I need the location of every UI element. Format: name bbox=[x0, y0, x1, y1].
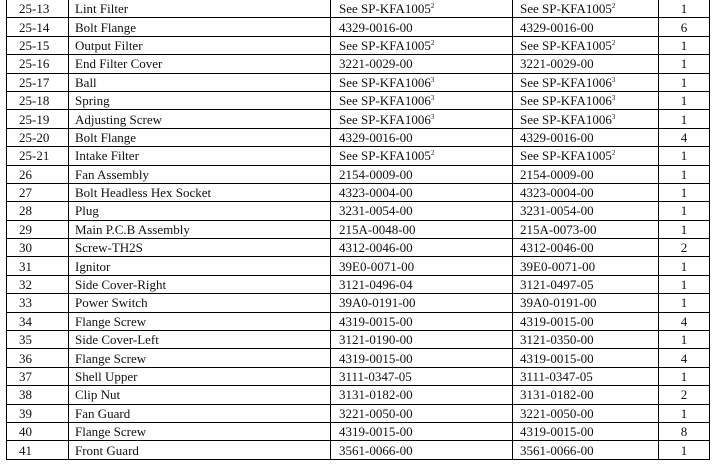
part-number-b-cell bbox=[513, 220, 659, 238]
part-number-a-cell bbox=[331, 128, 513, 146]
part-description-cell bbox=[69, 331, 331, 349]
table-row bbox=[7, 441, 710, 459]
quantity: 1 bbox=[680, 258, 688, 274]
part-description-cell bbox=[69, 165, 331, 183]
part-number-b: See SP-KFA1006 bbox=[520, 111, 612, 127]
part-number-b-cell bbox=[513, 294, 659, 312]
part-description-cell bbox=[69, 36, 331, 54]
part-number-a-cell bbox=[331, 165, 513, 183]
part-description-cell bbox=[69, 0, 331, 18]
item-number: 25-18 bbox=[19, 93, 50, 109]
part-description: End Filter Cover bbox=[75, 56, 163, 72]
part-description-cell bbox=[69, 202, 331, 220]
item-number-cell bbox=[7, 331, 69, 349]
quantity-cell bbox=[659, 275, 710, 293]
part-description: Flange Screw bbox=[75, 350, 147, 366]
item-number-cell bbox=[7, 0, 69, 18]
quantity: 1 bbox=[680, 56, 688, 72]
quantity: 8 bbox=[680, 424, 688, 440]
part-number-b-cell bbox=[513, 147, 659, 165]
table-row bbox=[7, 165, 710, 183]
table-row bbox=[7, 73, 710, 91]
part-description-cell bbox=[69, 312, 331, 330]
part-number-b-cell bbox=[513, 91, 659, 109]
part-number-b-cell bbox=[513, 312, 659, 330]
part-number-a: 39A0-0191-00 bbox=[339, 295, 416, 311]
part-number-b: See SP-KFA1006 bbox=[520, 74, 612, 90]
quantity-cell bbox=[659, 331, 710, 349]
quantity: 1 bbox=[680, 332, 688, 348]
part-description-cell bbox=[69, 275, 331, 293]
part-number-a-cell bbox=[331, 202, 513, 220]
part-number-a: 3561-0066-00 bbox=[339, 442, 413, 458]
part-description-cell bbox=[69, 55, 331, 73]
quantity: 1 bbox=[680, 295, 688, 311]
part-number-a-cell bbox=[331, 36, 513, 54]
part-number-a: See SP-KFA1006 bbox=[339, 93, 431, 109]
part-description-cell bbox=[69, 220, 331, 238]
item-number-cell bbox=[7, 386, 69, 404]
quantity: 1 bbox=[680, 442, 688, 458]
footnote-marker: 2 bbox=[611, 38, 616, 47]
item-number: 25-14 bbox=[19, 19, 50, 35]
part-number-b: 3221-0029-00 bbox=[520, 56, 594, 72]
part-number-b: 3111-0347-05 bbox=[520, 369, 593, 384]
part-number-b: 4329-0016-00 bbox=[520, 19, 594, 35]
table-row bbox=[7, 331, 710, 349]
table-row bbox=[7, 386, 710, 404]
part-number-a-cell bbox=[331, 220, 513, 238]
part-number-a: 2154-0009-00 bbox=[339, 166, 413, 182]
part-description: Bolt Headless Hex Socket bbox=[75, 185, 212, 201]
table-row bbox=[7, 128, 710, 146]
quantity-cell bbox=[659, 367, 710, 385]
table-row bbox=[7, 91, 710, 109]
part-number-a-cell bbox=[331, 404, 513, 422]
footnote-marker: 3 bbox=[611, 94, 616, 103]
part-number-b: 39A0-0191-00 bbox=[520, 295, 597, 311]
footnote-marker: 3 bbox=[430, 75, 435, 84]
quantity: 1 bbox=[680, 203, 688, 219]
part-number-a: 3121-0190-00 bbox=[339, 332, 413, 348]
quantity: 1 bbox=[680, 37, 688, 53]
part-number-a: 4323-0004-00 bbox=[339, 185, 413, 201]
footnote-marker: 3 bbox=[611, 75, 616, 84]
part-number-b-cell bbox=[513, 275, 659, 293]
part-description: Screw-TH2S bbox=[75, 240, 143, 256]
part-number-a-cell bbox=[331, 331, 513, 349]
part-number-b-cell bbox=[513, 422, 659, 440]
item-number-cell bbox=[7, 128, 69, 146]
footnote-marker: 3 bbox=[430, 112, 435, 121]
part-description: Flange Screw bbox=[75, 313, 147, 329]
quantity-cell bbox=[659, 220, 710, 238]
quantity: 4 bbox=[680, 129, 688, 145]
item-number-cell bbox=[7, 91, 69, 109]
part-description: Ball bbox=[75, 74, 97, 90]
item-number: 37 bbox=[19, 369, 32, 384]
table-row bbox=[7, 404, 710, 422]
table-row bbox=[7, 36, 710, 54]
part-description-cell bbox=[69, 147, 331, 165]
item-number: 25-17 bbox=[19, 74, 50, 90]
part-number-b: 3221-0050-00 bbox=[520, 405, 594, 421]
part-number-b: 2154-0009-00 bbox=[520, 166, 594, 182]
part-number-b-cell bbox=[513, 18, 659, 36]
table-row bbox=[7, 239, 710, 257]
quantity: 2 bbox=[680, 240, 688, 256]
quantity-cell bbox=[659, 312, 710, 330]
table-row bbox=[7, 18, 710, 36]
part-number-b: 4329-0016-00 bbox=[520, 129, 594, 145]
parts-list-body bbox=[7, 0, 710, 459]
part-number-b-cell bbox=[513, 367, 659, 385]
part-number-a-cell bbox=[331, 183, 513, 201]
part-number-a: See SP-KFA1005 bbox=[339, 1, 431, 17]
table-row bbox=[7, 147, 710, 165]
item-number: 30 bbox=[19, 240, 32, 256]
part-number-a: 4319-0015-00 bbox=[339, 424, 413, 440]
part-description: Bolt Flange bbox=[75, 19, 137, 35]
item-number: 28 bbox=[19, 203, 32, 219]
part-number-a: 3231-0054-00 bbox=[339, 203, 413, 219]
quantity: 2 bbox=[680, 387, 688, 403]
item-number-cell bbox=[7, 275, 69, 293]
part-number-a: 39E0-0071-00 bbox=[339, 258, 415, 274]
item-number: 38 bbox=[19, 387, 32, 403]
item-number-cell bbox=[7, 147, 69, 165]
part-number-b-cell bbox=[513, 128, 659, 146]
item-number: 25-19 bbox=[19, 111, 50, 127]
part-number-a: See SP-KFA1005 bbox=[339, 37, 431, 53]
part-description: Fan Assembly bbox=[75, 166, 150, 182]
quantity: 1 bbox=[680, 166, 688, 182]
footnote-marker: 3 bbox=[611, 112, 616, 121]
quantity: 4 bbox=[680, 350, 688, 366]
quantity: 1 bbox=[680, 221, 688, 237]
item-number-cell bbox=[7, 36, 69, 54]
part-number-a-cell bbox=[331, 422, 513, 440]
quantity: 1 bbox=[680, 405, 688, 421]
item-number: 26 bbox=[19, 166, 32, 182]
item-number: 25-15 bbox=[19, 37, 50, 53]
part-number-b-cell bbox=[513, 257, 659, 275]
table-row bbox=[7, 0, 710, 18]
part-number-b: 215A-0073-00 bbox=[520, 221, 597, 237]
item-number-cell bbox=[7, 220, 69, 238]
parts-list-table bbox=[6, 0, 710, 460]
part-description-cell bbox=[69, 294, 331, 312]
part-number-a-cell bbox=[331, 91, 513, 109]
part-number-b: 4312-0046-00 bbox=[520, 240, 594, 256]
part-number-b-cell bbox=[513, 165, 659, 183]
table-row bbox=[7, 275, 710, 293]
part-number-b: See SP-KFA1005 bbox=[520, 37, 612, 53]
part-number-a: 3221-0050-00 bbox=[339, 405, 413, 421]
part-number-a: 4319-0015-00 bbox=[339, 350, 413, 366]
part-description: Intake Filter bbox=[75, 148, 139, 164]
part-number-a: 3121-0496-04 bbox=[339, 277, 413, 293]
part-description-cell bbox=[69, 73, 331, 91]
item-number: 25-16 bbox=[19, 56, 50, 72]
part-description-cell bbox=[69, 386, 331, 404]
part-number-b-cell bbox=[513, 239, 659, 257]
item-number-cell bbox=[7, 349, 69, 367]
part-number-a-cell bbox=[331, 294, 513, 312]
part-description: Shell Upper bbox=[75, 369, 138, 384]
part-description: Fan Guard bbox=[75, 405, 131, 421]
item-number-cell bbox=[7, 312, 69, 330]
part-description: Spring bbox=[75, 93, 110, 109]
part-number-a-cell bbox=[331, 110, 513, 128]
part-description: Power Switch bbox=[75, 295, 148, 311]
part-number-b: 3231-0054-00 bbox=[520, 203, 594, 219]
footnote-marker: 2 bbox=[430, 149, 435, 158]
quantity: 1 bbox=[680, 111, 688, 127]
part-number-a: 3131-0182-00 bbox=[339, 387, 413, 403]
part-number-b: 39E0-0071-00 bbox=[520, 258, 596, 274]
quantity-cell bbox=[659, 110, 710, 128]
footnote-marker: 2 bbox=[430, 38, 435, 47]
footnote-marker: 2 bbox=[430, 2, 435, 11]
part-number-b: 3121-0497-05 bbox=[520, 277, 594, 293]
footnote-marker: 2 bbox=[611, 2, 616, 11]
part-number-b: 4323-0004-00 bbox=[520, 185, 594, 201]
part-number-b-cell bbox=[513, 404, 659, 422]
item-number: 36 bbox=[19, 350, 32, 366]
quantity-cell bbox=[659, 147, 710, 165]
item-number: 41 bbox=[19, 442, 32, 458]
item-number-cell bbox=[7, 165, 69, 183]
part-description-cell bbox=[69, 404, 331, 422]
part-number-a: See SP-KFA1005 bbox=[339, 148, 431, 164]
quantity-cell bbox=[659, 386, 710, 404]
part-number-b: See SP-KFA1006 bbox=[520, 93, 612, 109]
part-number-b: See SP-KFA1005 bbox=[520, 1, 612, 17]
footnote-marker: 2 bbox=[611, 149, 616, 158]
item-number-cell bbox=[7, 294, 69, 312]
part-number-a: 3111-0347-05 bbox=[339, 369, 412, 384]
item-number: 25-20 bbox=[19, 129, 50, 145]
part-number-b-cell bbox=[513, 110, 659, 128]
part-description: Lint Filter bbox=[75, 1, 129, 17]
quantity-cell bbox=[659, 422, 710, 440]
item-number-cell bbox=[7, 18, 69, 36]
part-number-b: 3121-0350-00 bbox=[520, 332, 594, 348]
part-number-a: See SP-KFA1006 bbox=[339, 111, 431, 127]
quantity-cell bbox=[659, 73, 710, 91]
quantity-cell bbox=[659, 183, 710, 201]
part-description: Bolt Flange bbox=[75, 129, 137, 145]
item-number: 34 bbox=[19, 313, 32, 329]
part-description-cell bbox=[69, 110, 331, 128]
table-row bbox=[7, 110, 710, 128]
quantity-cell bbox=[659, 55, 710, 73]
part-number-a: 4329-0016-00 bbox=[339, 19, 413, 35]
part-number-a-cell bbox=[331, 18, 513, 36]
quantity-cell bbox=[659, 91, 710, 109]
table-row bbox=[7, 349, 710, 367]
quantity-cell bbox=[659, 165, 710, 183]
table-row bbox=[7, 257, 710, 275]
part-number-a-cell bbox=[331, 73, 513, 91]
item-number: 35 bbox=[19, 332, 32, 348]
part-description-cell bbox=[69, 91, 331, 109]
part-description-cell bbox=[69, 183, 331, 201]
table-row bbox=[7, 312, 710, 330]
part-number-a-cell bbox=[331, 275, 513, 293]
part-number-b-cell bbox=[513, 386, 659, 404]
quantity: 4 bbox=[680, 313, 688, 329]
part-number-b-cell bbox=[513, 0, 659, 18]
part-number-b-cell bbox=[513, 73, 659, 91]
table-row bbox=[7, 367, 710, 385]
part-description: Front Guard bbox=[75, 442, 139, 458]
table-row bbox=[7, 55, 710, 73]
part-number-b-cell bbox=[513, 183, 659, 201]
part-description-cell bbox=[69, 349, 331, 367]
part-number-a: 4312-0046-00 bbox=[339, 240, 413, 256]
part-number-a: 4319-0015-00 bbox=[339, 313, 413, 329]
item-number-cell bbox=[7, 183, 69, 201]
quantity-cell bbox=[659, 349, 710, 367]
part-number-b: 3561-0066-00 bbox=[520, 442, 594, 458]
footnote-marker: 3 bbox=[430, 94, 435, 103]
item-number-cell bbox=[7, 110, 69, 128]
part-number-b-cell bbox=[513, 331, 659, 349]
part-number-a-cell bbox=[331, 147, 513, 165]
part-description: Side Cover-Right bbox=[75, 277, 167, 293]
table-row bbox=[7, 294, 710, 312]
part-description-cell bbox=[69, 128, 331, 146]
table-row bbox=[7, 422, 710, 440]
part-number-a-cell bbox=[331, 386, 513, 404]
part-number-b: 4319-0015-00 bbox=[520, 424, 594, 440]
quantity-cell bbox=[659, 441, 710, 459]
part-description: Plug bbox=[75, 203, 99, 219]
quantity-cell bbox=[659, 257, 710, 275]
quantity: 1 bbox=[680, 185, 688, 201]
quantity-cell bbox=[659, 0, 710, 18]
quantity: 1 bbox=[680, 148, 688, 164]
part-number-b-cell bbox=[513, 202, 659, 220]
quantity-cell bbox=[659, 239, 710, 257]
quantity-cell bbox=[659, 202, 710, 220]
part-description-cell bbox=[69, 367, 331, 385]
part-description-cell bbox=[69, 441, 331, 459]
table-row bbox=[7, 202, 710, 220]
quantity-cell bbox=[659, 36, 710, 54]
item-number: 29 bbox=[19, 221, 32, 237]
part-number-b: See SP-KFA1005 bbox=[520, 148, 612, 164]
part-description-cell bbox=[69, 239, 331, 257]
table-row bbox=[7, 220, 710, 238]
quantity-cell bbox=[659, 294, 710, 312]
item-number: 25-21 bbox=[19, 148, 50, 164]
quantity-cell bbox=[659, 128, 710, 146]
item-number-cell bbox=[7, 202, 69, 220]
item-number-cell bbox=[7, 367, 69, 385]
item-number-cell bbox=[7, 441, 69, 459]
part-number-b: 4319-0015-00 bbox=[520, 350, 594, 366]
part-description: Ignitor bbox=[75, 258, 111, 274]
quantity: 1 bbox=[680, 74, 688, 90]
part-number-a-cell bbox=[331, 257, 513, 275]
quantity-cell bbox=[659, 18, 710, 36]
item-number-cell bbox=[7, 422, 69, 440]
part-description: Output Filter bbox=[75, 37, 143, 53]
quantity: 1 bbox=[680, 369, 688, 384]
item-number: 25-13 bbox=[19, 1, 50, 17]
item-number-cell bbox=[7, 257, 69, 275]
part-number-a: 4329-0016-00 bbox=[339, 129, 413, 145]
part-number-a: 215A-0048-00 bbox=[339, 221, 416, 237]
part-number-a-cell bbox=[331, 441, 513, 459]
item-number: 27 bbox=[19, 185, 32, 201]
part-number-b-cell bbox=[513, 441, 659, 459]
item-number: 33 bbox=[19, 295, 32, 311]
part-description: Clip Nut bbox=[75, 387, 121, 403]
part-description: Side Cover-Left bbox=[75, 332, 159, 348]
item-number: 40 bbox=[19, 424, 32, 440]
part-number-a-cell bbox=[331, 239, 513, 257]
part-number-a-cell bbox=[331, 0, 513, 18]
part-description-cell bbox=[69, 18, 331, 36]
part-description: Flange Screw bbox=[75, 424, 147, 440]
part-description-cell bbox=[69, 257, 331, 275]
item-number-cell bbox=[7, 239, 69, 257]
part-number-b: 3131-0182-00 bbox=[520, 387, 594, 403]
quantity: 1 bbox=[680, 1, 688, 17]
quantity: 6 bbox=[680, 19, 688, 35]
quantity: 1 bbox=[680, 93, 688, 109]
table-row bbox=[7, 183, 710, 201]
part-number-a-cell bbox=[331, 55, 513, 73]
quantity: 1 bbox=[680, 277, 688, 293]
part-number-a-cell bbox=[331, 367, 513, 385]
part-description-cell bbox=[69, 422, 331, 440]
part-number-b: 4319-0015-00 bbox=[520, 313, 594, 329]
part-description: Adjusting Screw bbox=[75, 111, 163, 127]
item-number-cell bbox=[7, 55, 69, 73]
item-number: 32 bbox=[19, 277, 32, 293]
part-number-b-cell bbox=[513, 55, 659, 73]
quantity-cell bbox=[659, 404, 710, 422]
part-description: Main P.C.B Assembly bbox=[75, 221, 190, 237]
item-number: 39 bbox=[19, 405, 32, 421]
part-number-a-cell bbox=[331, 312, 513, 330]
item-number-cell bbox=[7, 73, 69, 91]
part-number-b-cell bbox=[513, 349, 659, 367]
part-number-a-cell bbox=[331, 349, 513, 367]
item-number: 31 bbox=[19, 258, 32, 274]
item-number-cell bbox=[7, 404, 69, 422]
part-number-a: 3221-0029-00 bbox=[339, 56, 413, 72]
part-number-a: See SP-KFA1006 bbox=[339, 74, 431, 90]
part-number-b-cell bbox=[513, 36, 659, 54]
